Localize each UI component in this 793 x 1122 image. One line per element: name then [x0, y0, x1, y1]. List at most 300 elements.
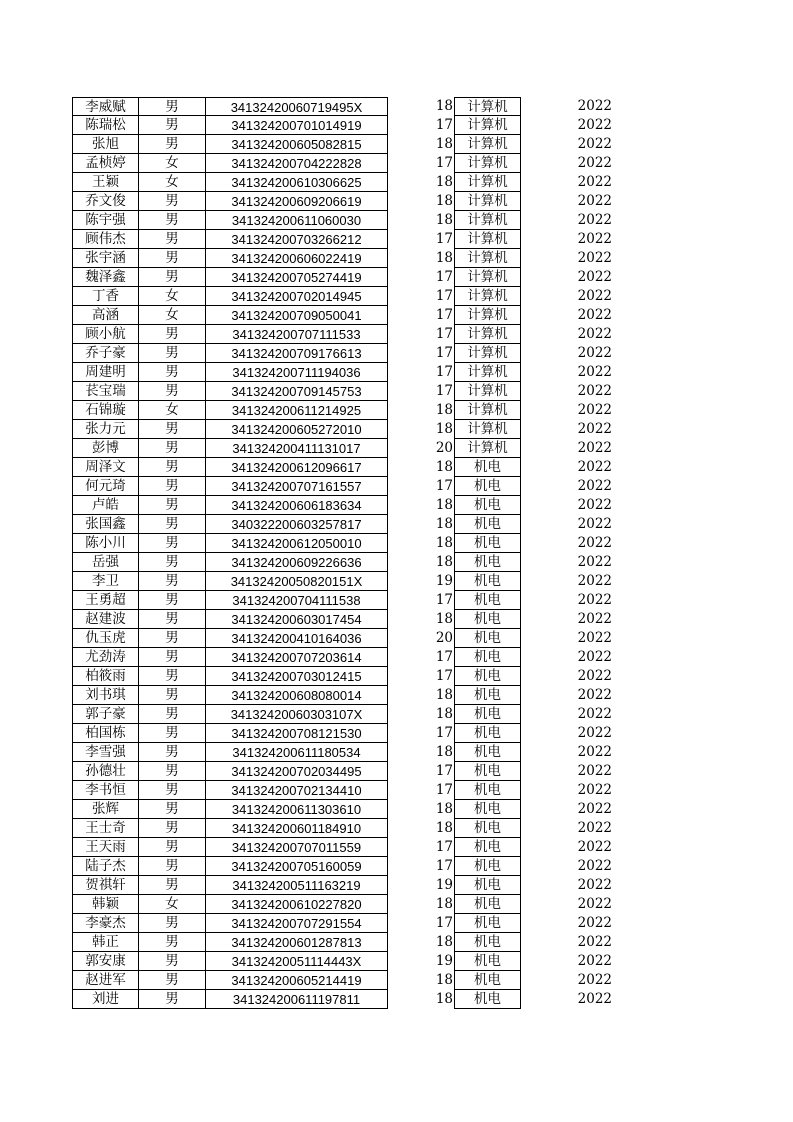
major-cell: 机电 — [454, 515, 521, 534]
year-cell: 2022 — [577, 915, 612, 931]
gender-cell: 男 — [138, 572, 205, 591]
age-cell: 20 — [435, 630, 453, 646]
gender-cell: 男 — [138, 648, 205, 667]
age-cell: 17 — [435, 117, 453, 133]
id-number-cell: 341324200609206619 — [205, 192, 388, 211]
major-cell: 计算机 — [454, 344, 521, 363]
major-cell: 机电 — [454, 648, 521, 667]
gender-cell: 男 — [138, 762, 205, 781]
student-name-cell: 丁香 — [72, 287, 138, 306]
year-cell: 2022 — [577, 991, 612, 1007]
id-number-cell: 341324200410164036 — [205, 629, 388, 648]
student-name-cell: 彭博 — [72, 439, 138, 458]
gender-cell: 男 — [138, 857, 205, 876]
student-name-cell: 柏筱雨 — [72, 667, 138, 686]
id-number-cell: 341324200704222828 — [205, 154, 388, 173]
student-name-cell: 王颖 — [72, 173, 138, 192]
table-row — [72, 648, 612, 667]
table-row — [72, 819, 612, 838]
age-cell: 18 — [435, 744, 453, 760]
table-row — [72, 154, 612, 173]
table-row — [72, 97, 612, 116]
age-cell: 18 — [435, 421, 453, 437]
id-number-cell: 341324200707111533 — [205, 325, 388, 344]
gender-cell: 男 — [138, 781, 205, 800]
age-cell: 18 — [435, 136, 453, 152]
student-name-cell: 石锦璇 — [72, 401, 138, 420]
id-number-cell: 341324200702134410 — [205, 781, 388, 800]
age-cell: 19 — [435, 877, 453, 893]
year-cell: 2022 — [577, 782, 612, 798]
age-cell: 18 — [435, 402, 453, 418]
age-cell: 18 — [435, 212, 453, 228]
table-row — [72, 610, 612, 629]
gender-cell: 男 — [138, 971, 205, 990]
id-number-cell: 341324200611060030 — [205, 211, 388, 230]
major-cell: 计算机 — [454, 382, 521, 401]
id-number-cell: 341324200608080014 — [205, 686, 388, 705]
table-row — [72, 876, 612, 895]
year-cell: 2022 — [577, 383, 612, 399]
year-cell: 2022 — [577, 953, 612, 969]
student-name-cell: 李豪杰 — [72, 914, 138, 933]
gender-cell: 男 — [138, 230, 205, 249]
gender-cell: 男 — [138, 325, 205, 344]
age-cell: 18 — [435, 497, 453, 513]
table-row — [72, 971, 612, 990]
table-row — [72, 591, 612, 610]
year-cell: 2022 — [577, 858, 612, 874]
table-row — [72, 895, 612, 914]
year-cell: 2022 — [577, 820, 612, 836]
year-cell: 2022 — [577, 801, 612, 817]
age-cell: 17 — [435, 307, 453, 323]
gender-cell: 男 — [138, 382, 205, 401]
major-cell: 计算机 — [454, 135, 521, 154]
age-cell: 18 — [435, 535, 453, 551]
student-name-cell: 李卫 — [72, 572, 138, 591]
age-cell: 17 — [435, 782, 453, 798]
table-row — [72, 933, 612, 952]
gender-cell: 男 — [138, 116, 205, 135]
major-cell: 机电 — [454, 990, 521, 1009]
table-row — [72, 800, 612, 819]
table-row — [72, 781, 612, 800]
table-row — [72, 116, 612, 135]
student-name-cell: 顾小航 — [72, 325, 138, 344]
gender-cell: 男 — [138, 344, 205, 363]
id-number-cell: 341324200601287813 — [205, 933, 388, 952]
student-name-cell: 陈小川 — [72, 534, 138, 553]
table-row — [72, 382, 612, 401]
table-row — [72, 743, 612, 762]
major-cell: 计算机 — [454, 249, 521, 268]
major-cell: 机电 — [454, 667, 521, 686]
id-number-cell: 341324200611214925 — [205, 401, 388, 420]
year-cell: 2022 — [577, 421, 612, 437]
gender-cell: 男 — [138, 420, 205, 439]
age-cell: 18 — [435, 193, 453, 209]
table-row — [72, 686, 612, 705]
student-name-cell: 高涵 — [72, 306, 138, 325]
year-cell: 2022 — [577, 155, 612, 171]
major-cell: 机电 — [454, 914, 521, 933]
student-name-cell: 张旭 — [72, 135, 138, 154]
table-row — [72, 230, 612, 249]
table-row — [72, 496, 612, 515]
id-number-cell: 341324200606022419 — [205, 249, 388, 268]
gender-cell: 男 — [138, 211, 205, 230]
gender-cell: 女 — [138, 173, 205, 192]
id-number-cell: 341324200702034495 — [205, 762, 388, 781]
table-row — [72, 762, 612, 781]
id-number-cell: 341324200708121530 — [205, 724, 388, 743]
age-cell: 17 — [435, 345, 453, 361]
major-cell: 计算机 — [454, 116, 521, 135]
age-cell: 18 — [435, 611, 453, 627]
gender-cell: 男 — [138, 591, 205, 610]
major-cell: 计算机 — [454, 268, 521, 287]
major-cell: 机电 — [454, 800, 521, 819]
year-cell: 2022 — [577, 877, 612, 893]
table-row — [72, 439, 612, 458]
gender-cell: 男 — [138, 610, 205, 629]
gender-cell: 女 — [138, 401, 205, 420]
id-number-cell: 341324200610227820 — [205, 895, 388, 914]
student-name-cell: 王勇超 — [72, 591, 138, 610]
year-cell: 2022 — [577, 497, 612, 513]
id-number-cell: 340322200603257817 — [205, 515, 388, 534]
major-cell: 机电 — [454, 838, 521, 857]
age-cell: 18 — [435, 934, 453, 950]
major-cell: 机电 — [454, 876, 521, 895]
id-number-cell: 34132420050820151X — [205, 572, 388, 591]
id-number-cell: 341324200605082815 — [205, 135, 388, 154]
age-cell: 18 — [435, 250, 453, 266]
student-name-cell: 尤劲涛 — [72, 648, 138, 667]
table-row — [72, 952, 612, 971]
gender-cell: 男 — [138, 249, 205, 268]
id-number-cell: 341324200705160059 — [205, 857, 388, 876]
student-name-cell: 李威赋 — [72, 97, 138, 116]
gender-cell: 女 — [138, 306, 205, 325]
student-name-cell: 陈瑞松 — [72, 116, 138, 135]
table-row — [72, 287, 612, 306]
student-name-cell: 王天雨 — [72, 838, 138, 857]
major-cell: 机电 — [454, 781, 521, 800]
age-cell: 17 — [435, 858, 453, 874]
year-cell: 2022 — [577, 744, 612, 760]
year-cell: 2022 — [577, 326, 612, 342]
gender-cell: 男 — [138, 914, 205, 933]
id-number-cell: 341324200709176613 — [205, 344, 388, 363]
student-name-cell: 赵建波 — [72, 610, 138, 629]
gender-cell: 男 — [138, 553, 205, 572]
major-cell: 计算机 — [454, 211, 521, 230]
student-name-cell: 陆子杰 — [72, 857, 138, 876]
student-name-cell: 仇玉虎 — [72, 629, 138, 648]
id-number-cell: 341324200611180534 — [205, 743, 388, 762]
id-number-cell: 341324200711194036 — [205, 363, 388, 382]
gender-cell: 男 — [138, 743, 205, 762]
student-name-cell: 柏国栋 — [72, 724, 138, 743]
age-cell: 17 — [435, 231, 453, 247]
table-row — [72, 344, 612, 363]
student-name-cell: 韩颖 — [72, 895, 138, 914]
year-cell: 2022 — [577, 706, 612, 722]
id-number-cell: 341324200612096617 — [205, 458, 388, 477]
age-cell: 18 — [435, 516, 453, 532]
year-cell: 2022 — [577, 535, 612, 551]
major-cell: 计算机 — [454, 230, 521, 249]
major-cell: 计算机 — [454, 306, 521, 325]
id-number-cell: 341324200707161557 — [205, 477, 388, 496]
major-cell: 计算机 — [454, 192, 521, 211]
major-cell: 计算机 — [454, 154, 521, 173]
id-number-cell: 341324200709050041 — [205, 306, 388, 325]
student-name-cell: 顾伟杰 — [72, 230, 138, 249]
age-cell: 17 — [435, 383, 453, 399]
table-row — [72, 192, 612, 211]
year-cell: 2022 — [577, 212, 612, 228]
age-cell: 18 — [435, 820, 453, 836]
age-cell: 17 — [435, 725, 453, 741]
age-cell: 18 — [435, 554, 453, 570]
major-cell: 机电 — [454, 629, 521, 648]
year-cell: 2022 — [577, 592, 612, 608]
id-number-cell: 341324200707291554 — [205, 914, 388, 933]
age-cell: 18 — [435, 991, 453, 1007]
id-number-cell: 341324200611197811 — [205, 990, 388, 1009]
id-number-cell: 34132420060303107X — [205, 705, 388, 724]
id-number-cell: 341324200704111538 — [205, 591, 388, 610]
id-number-cell: 341324200703012415 — [205, 667, 388, 686]
major-cell: 机电 — [454, 553, 521, 572]
id-number-cell: 341324200707011559 — [205, 838, 388, 857]
student-name-cell: 孙德壮 — [72, 762, 138, 781]
major-cell: 机电 — [454, 686, 521, 705]
student-name-cell: 张国鑫 — [72, 515, 138, 534]
major-cell: 计算机 — [454, 363, 521, 382]
table-row — [72, 268, 612, 287]
table-row — [72, 135, 612, 154]
id-number-cell: 341324200702014945 — [205, 287, 388, 306]
major-cell: 机电 — [454, 819, 521, 838]
student-name-cell: 王士奇 — [72, 819, 138, 838]
major-cell: 机电 — [454, 724, 521, 743]
student-name-cell: 卢皓 — [72, 496, 138, 515]
year-cell: 2022 — [577, 307, 612, 323]
major-cell: 机电 — [454, 496, 521, 515]
id-number-cell: 341324200511163219 — [205, 876, 388, 895]
year-cell: 2022 — [577, 364, 612, 380]
year-cell: 2022 — [577, 174, 612, 190]
age-cell: 17 — [435, 155, 453, 171]
gender-cell: 男 — [138, 458, 205, 477]
year-cell: 2022 — [577, 345, 612, 361]
major-cell: 机电 — [454, 933, 521, 952]
student-name-cell: 韩正 — [72, 933, 138, 952]
gender-cell: 男 — [138, 97, 205, 116]
year-cell: 2022 — [577, 136, 612, 152]
student-name-cell: 贺祺轩 — [72, 876, 138, 895]
student-name-cell: 张宇涵 — [72, 249, 138, 268]
gender-cell: 男 — [138, 819, 205, 838]
id-number-cell: 341324200609226636 — [205, 553, 388, 572]
gender-cell: 女 — [138, 895, 205, 914]
id-number-cell: 341324200601184910 — [205, 819, 388, 838]
table-row — [72, 572, 612, 591]
major-cell: 计算机 — [454, 401, 521, 420]
age-cell: 19 — [435, 573, 453, 589]
major-cell: 机电 — [454, 572, 521, 591]
student-name-cell: 赵进军 — [72, 971, 138, 990]
age-cell: 17 — [435, 269, 453, 285]
major-cell: 计算机 — [454, 97, 521, 116]
id-number-cell: 341324200411131017 — [205, 439, 388, 458]
student-name-cell: 岳强 — [72, 553, 138, 572]
major-cell: 机电 — [454, 743, 521, 762]
id-number-cell: 341324200603017454 — [205, 610, 388, 629]
student-name-cell: 刘进 — [72, 990, 138, 1009]
table-row — [72, 534, 612, 553]
id-number-cell: 34132420060719495X — [205, 97, 388, 116]
gender-cell: 女 — [138, 287, 205, 306]
year-cell: 2022 — [577, 402, 612, 418]
gender-cell: 男 — [138, 705, 205, 724]
gender-cell: 男 — [138, 629, 205, 648]
id-number-cell: 341324200605214419 — [205, 971, 388, 990]
age-cell: 18 — [435, 174, 453, 190]
year-cell: 2022 — [577, 972, 612, 988]
year-cell: 2022 — [577, 687, 612, 703]
major-cell: 机电 — [454, 610, 521, 629]
year-cell: 2022 — [577, 478, 612, 494]
table-row — [72, 914, 612, 933]
gender-cell: 男 — [138, 876, 205, 895]
age-cell: 18 — [435, 98, 453, 114]
gender-cell: 男 — [138, 686, 205, 705]
student-name-cell: 苌宝瑞 — [72, 382, 138, 401]
gender-cell: 男 — [138, 439, 205, 458]
major-cell: 机电 — [454, 762, 521, 781]
table-row — [72, 420, 612, 439]
major-cell: 计算机 — [454, 325, 521, 344]
year-cell: 2022 — [577, 668, 612, 684]
age-cell: 18 — [435, 972, 453, 988]
year-cell: 2022 — [577, 763, 612, 779]
age-cell: 17 — [435, 326, 453, 342]
major-cell: 机电 — [454, 591, 521, 610]
student-name-cell: 郭子豪 — [72, 705, 138, 724]
table-row — [72, 705, 612, 724]
major-cell: 计算机 — [454, 439, 521, 458]
major-cell: 机电 — [454, 705, 521, 724]
year-cell: 2022 — [577, 193, 612, 209]
student-name-cell: 陈宇强 — [72, 211, 138, 230]
table-row — [72, 211, 612, 230]
table-row — [72, 838, 612, 857]
year-cell: 2022 — [577, 573, 612, 589]
major-cell: 机电 — [454, 971, 521, 990]
id-number-cell: 34132420051114443X — [205, 952, 388, 971]
id-number-cell: 341324200610306625 — [205, 173, 388, 192]
year-cell: 2022 — [577, 554, 612, 570]
table-row — [72, 667, 612, 686]
student-name-cell: 李书恒 — [72, 781, 138, 800]
gender-cell: 男 — [138, 135, 205, 154]
major-cell: 机电 — [454, 952, 521, 971]
gender-cell: 男 — [138, 192, 205, 211]
gender-cell: 男 — [138, 534, 205, 553]
year-cell: 2022 — [577, 896, 612, 912]
id-number-cell: 341324200612050010 — [205, 534, 388, 553]
student-name-cell: 周建明 — [72, 363, 138, 382]
year-cell: 2022 — [577, 459, 612, 475]
major-cell: 机电 — [454, 857, 521, 876]
table-row — [72, 553, 612, 572]
year-cell: 2022 — [577, 649, 612, 665]
id-number-cell: 341324200606183634 — [205, 496, 388, 515]
major-cell: 计算机 — [454, 420, 521, 439]
major-cell: 计算机 — [454, 173, 521, 192]
gender-cell: 男 — [138, 800, 205, 819]
year-cell: 2022 — [577, 250, 612, 266]
id-number-cell: 341324200605272010 — [205, 420, 388, 439]
id-number-cell: 341324200709145753 — [205, 382, 388, 401]
age-cell: 18 — [435, 459, 453, 475]
age-cell: 18 — [435, 687, 453, 703]
age-cell: 18 — [435, 896, 453, 912]
student-name-cell: 张辉 — [72, 800, 138, 819]
student-name-cell: 刘书琪 — [72, 686, 138, 705]
age-cell: 17 — [435, 763, 453, 779]
student-name-cell: 李雪强 — [72, 743, 138, 762]
age-cell: 17 — [435, 478, 453, 494]
year-cell: 2022 — [577, 611, 612, 627]
year-cell: 2022 — [577, 269, 612, 285]
year-cell: 2022 — [577, 934, 612, 950]
table-row — [72, 515, 612, 534]
table-row — [72, 857, 612, 876]
table-row — [72, 325, 612, 344]
table-row — [72, 990, 612, 1009]
table-row — [72, 306, 612, 325]
table-row — [72, 401, 612, 420]
table-row — [72, 173, 612, 192]
id-number-cell: 341324200707203614 — [205, 648, 388, 667]
gender-cell: 男 — [138, 990, 205, 1009]
major-cell: 机电 — [454, 477, 521, 496]
student-name-cell: 孟桢婷 — [72, 154, 138, 173]
table-row — [72, 249, 612, 268]
id-number-cell: 341324200705274419 — [205, 268, 388, 287]
year-cell: 2022 — [577, 839, 612, 855]
age-cell: 17 — [435, 668, 453, 684]
gender-cell: 男 — [138, 477, 205, 496]
major-cell: 机电 — [454, 534, 521, 553]
id-number-cell: 341324200703266212 — [205, 230, 388, 249]
age-cell: 17 — [435, 364, 453, 380]
gender-cell: 男 — [138, 496, 205, 515]
age-cell: 17 — [435, 839, 453, 855]
year-cell: 2022 — [577, 630, 612, 646]
age-cell: 17 — [435, 288, 453, 304]
major-cell: 机电 — [454, 458, 521, 477]
year-cell: 2022 — [577, 516, 612, 532]
student-name-cell: 乔子豪 — [72, 344, 138, 363]
table-row — [72, 458, 612, 477]
